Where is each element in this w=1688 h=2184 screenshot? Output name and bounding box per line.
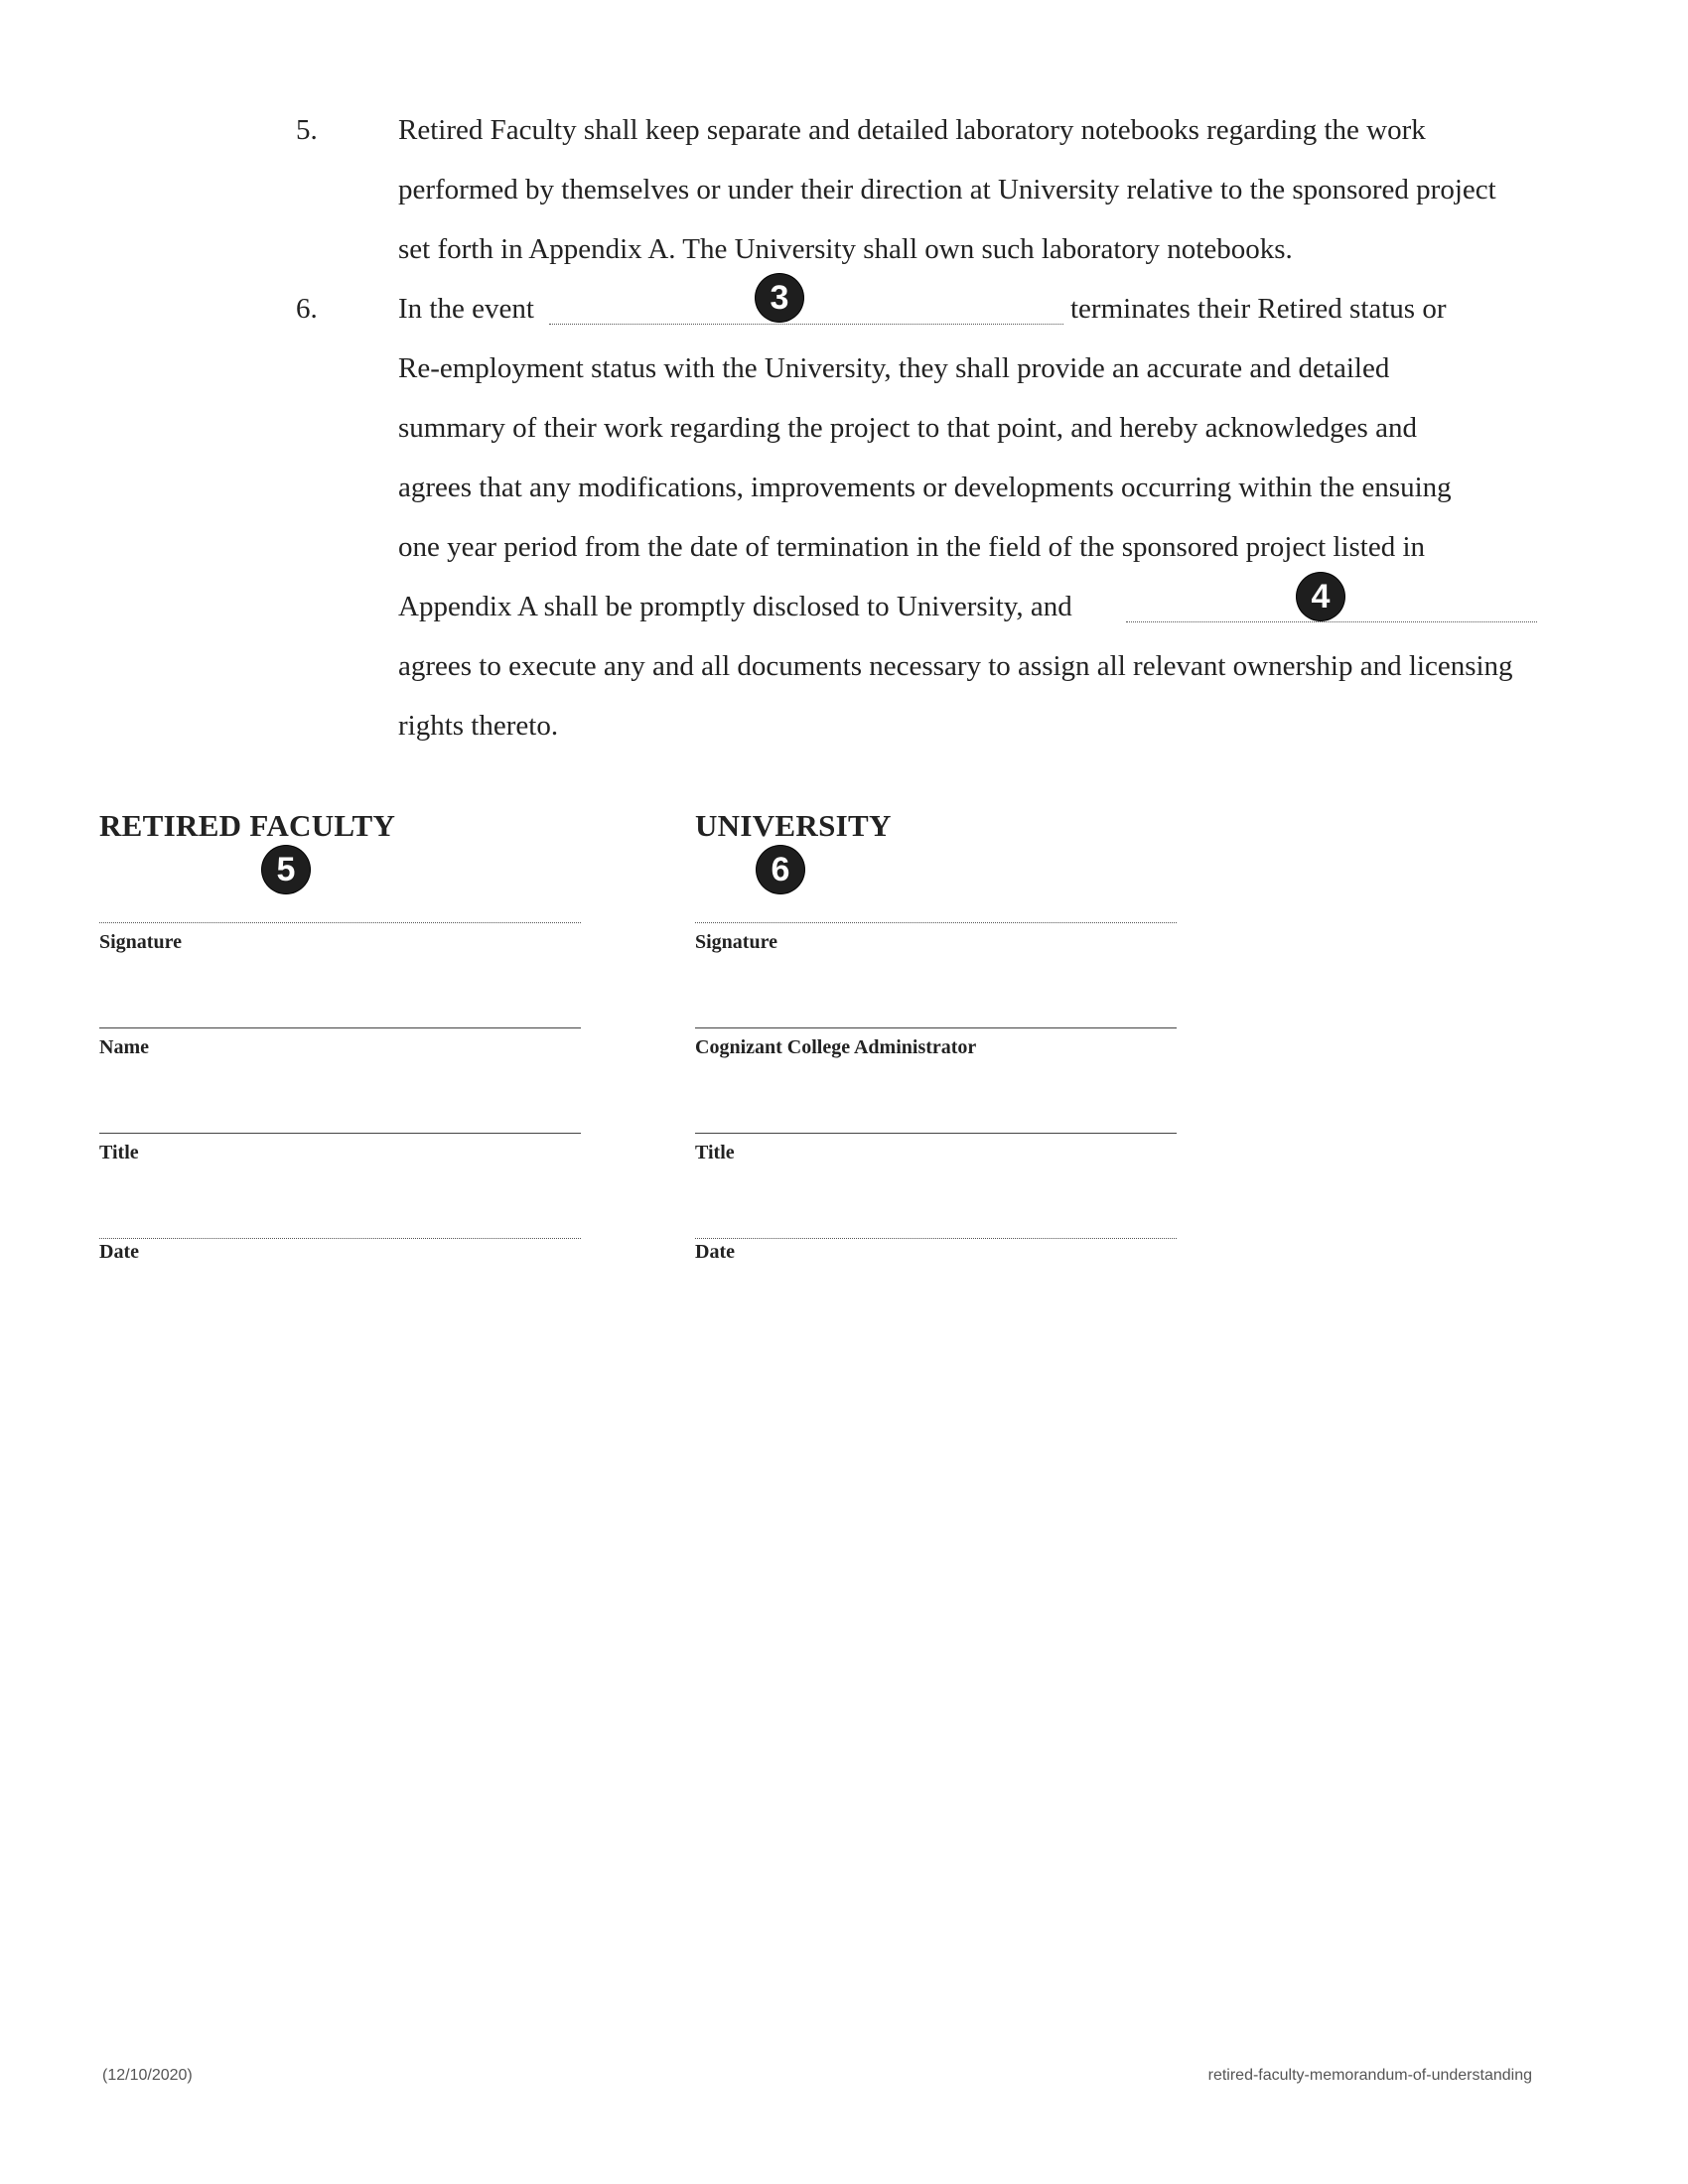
footer-document-id: retired-faculty-memorandum-of-understanding: [1207, 2067, 1532, 2084]
callout-marker-5: 5: [262, 846, 310, 893]
retired-faculty-name-label: Name: [99, 1036, 149, 1058]
retired-faculty-name-blank-1[interactable]: [549, 324, 1063, 325]
university-title-line[interactable]: [695, 1133, 1177, 1134]
item-6-line-3: summary of their work regarding the project to that point, and hereby acknowledges and: [398, 412, 1417, 444]
item-6-line-4: agrees that any modifications, improvements or developments occurring within the ensuing: [398, 472, 1452, 503]
item-6-line-8: rights thereto.: [398, 710, 559, 742]
item-6-line-2: Re-employment status with the University, they shall provide an accurate and detailed: [398, 352, 1390, 384]
item-6-line-5: one year period from the date of termination in the field of the sponsored project listed in: [398, 531, 1426, 563]
footer-date: (12/10/2020): [102, 2067, 193, 2084]
item-5-line-2: performed by themselves or under their direction at University relative to the sponsored project: [398, 174, 1496, 205]
item-6-line-1-end: terminates their Retired status or: [1070, 293, 1447, 325]
university-signature-label: Signature: [695, 931, 777, 953]
item-5-number: 5.: [296, 114, 318, 146]
callout-marker-6: 6: [757, 846, 804, 893]
retired-faculty-signature-line[interactable]: [99, 922, 581, 923]
retired-faculty-name-line[interactable]: [99, 1027, 581, 1028]
retired-faculty-heading: RETIRED FACULTY: [99, 808, 396, 843]
retired-faculty-name-blank-2[interactable]: [1126, 621, 1537, 622]
retired-faculty-title-label: Title: [99, 1142, 139, 1163]
university-administrator-line[interactable]: [695, 1027, 1177, 1028]
university-signature-line[interactable]: [695, 922, 1177, 923]
retired-faculty-signature-label: Signature: [99, 931, 182, 953]
university-date-line[interactable]: [695, 1238, 1177, 1239]
item-6-line-1-start: In the event: [398, 293, 534, 325]
item-6-number: 6.: [296, 293, 318, 325]
university-heading: UNIVERSITY: [695, 808, 892, 843]
callout-marker-4: 4: [1297, 573, 1344, 620]
item-5-line-3: set forth in Appendix A. The University shall own such laboratory notebooks.: [398, 233, 1293, 265]
callout-marker-3: 3: [756, 274, 803, 322]
item-5-line-1: Retired Faculty shall keep separate and detailed laboratory notebooks regarding the work: [398, 114, 1426, 146]
retired-faculty-date-label: Date: [99, 1241, 139, 1263]
item-6-line-6-start: Appendix A shall be promptly disclosed to University, and: [398, 591, 1072, 622]
retired-faculty-title-line[interactable]: [99, 1133, 581, 1134]
university-title-label: Title: [695, 1142, 735, 1163]
retired-faculty-date-line[interactable]: [99, 1238, 581, 1239]
university-date-label: Date: [695, 1241, 735, 1263]
university-administrator-label: Cognizant College Administrator: [695, 1036, 977, 1058]
item-6-line-7: agrees to execute any and all documents necessary to assign all relevant ownership and licensing: [398, 650, 1513, 682]
